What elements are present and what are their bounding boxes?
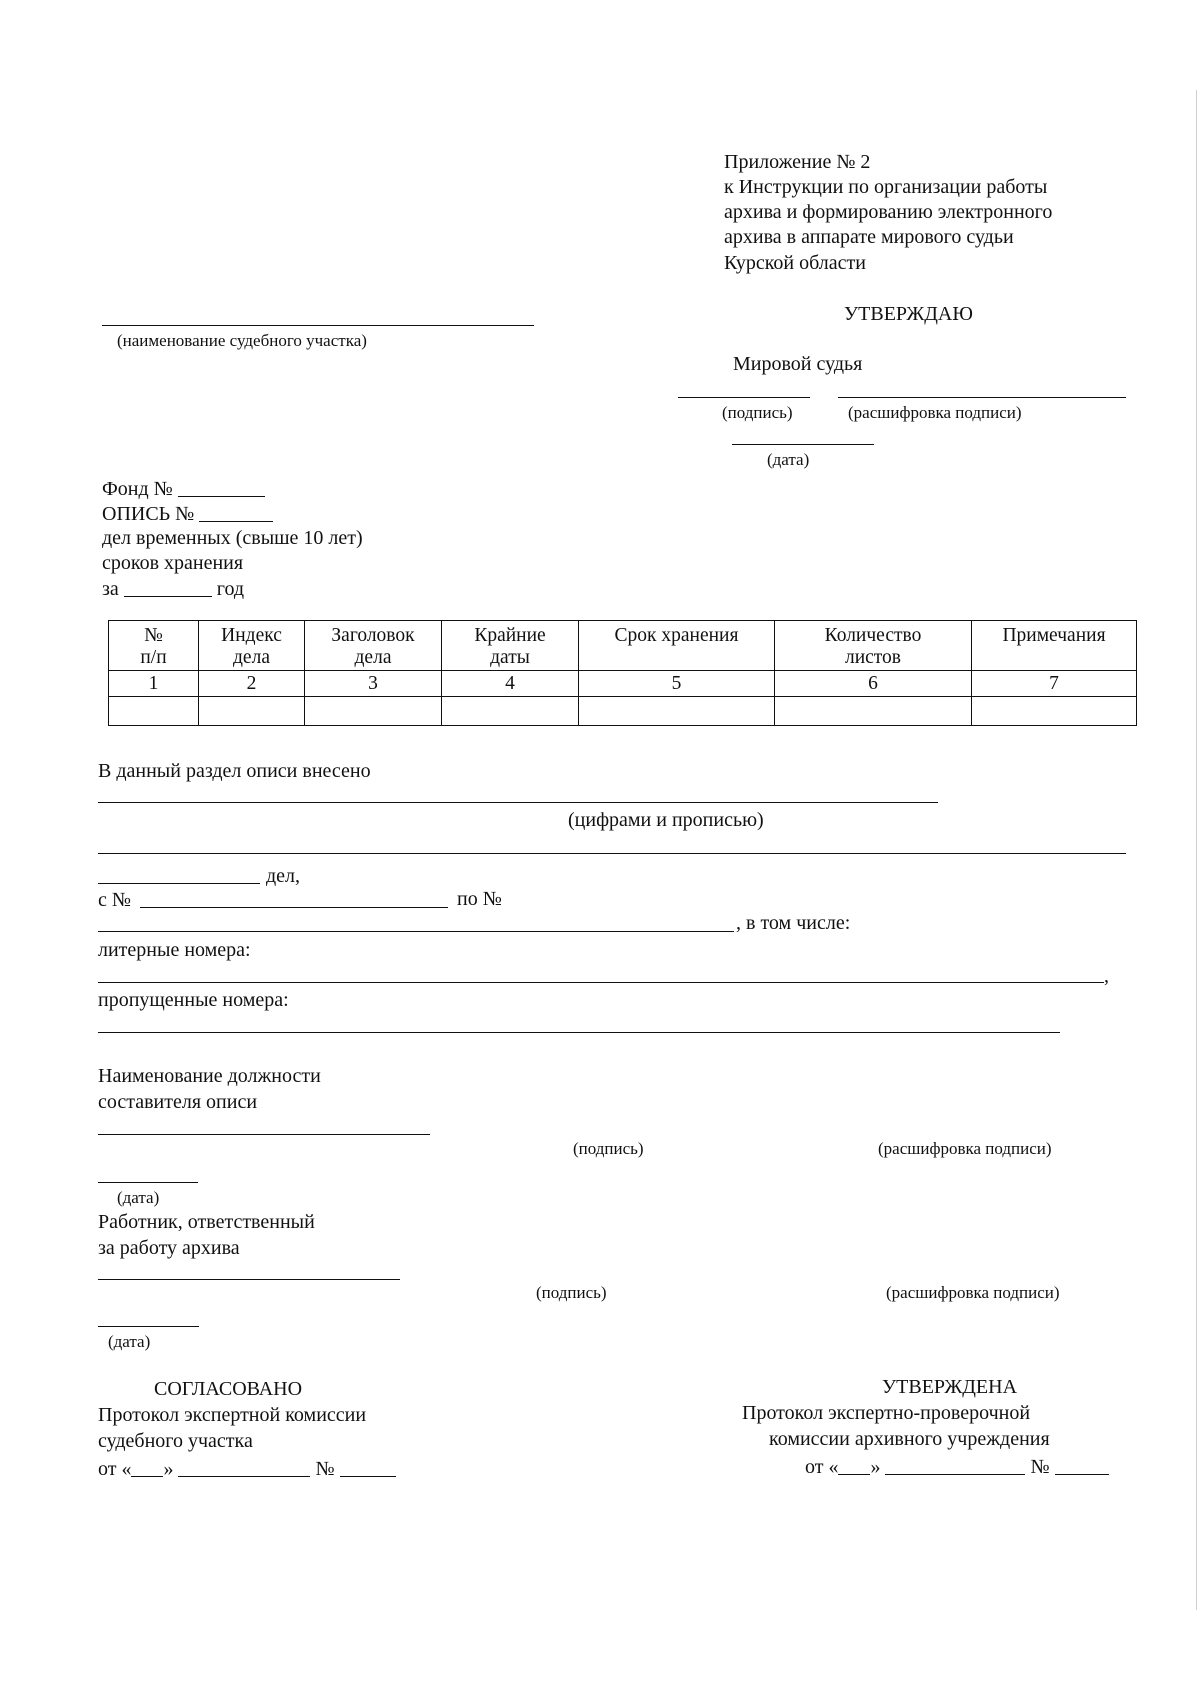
- table-header-cell: Примечания: [972, 621, 1137, 671]
- compiler-position-line: [98, 1134, 430, 1135]
- court-site-line: [102, 325, 534, 326]
- approved-close-quote: »: [870, 1456, 881, 1478]
- fund-label: Фонд №: [102, 478, 173, 500]
- table-header-cell: Количество листов: [775, 621, 972, 671]
- archivist-line-1: Работник, ответственный: [98, 1211, 315, 1233]
- year-line: [102, 578, 244, 599]
- approve-signature-caption: (подпись): [722, 403, 793, 422]
- table-empty-cell: [199, 696, 305, 725]
- archivist-position-line: [98, 1279, 400, 1280]
- approved-month-year-blank: [885, 1456, 1025, 1475]
- compiler-date-caption: (дата): [117, 1188, 160, 1207]
- table-header-cell: № п/п: [109, 621, 199, 671]
- table-empty-cell: [775, 696, 972, 725]
- cases-line-2: сроков хранения: [102, 552, 244, 574]
- table-number-cell: 3: [305, 670, 442, 696]
- letter-numbers-comma: ,: [1104, 965, 1109, 987]
- archivist-decoding-caption: (расшифровка подписи): [886, 1283, 1060, 1302]
- table-empty-cell: [305, 696, 442, 725]
- table-header-cell: Заголовок дела: [305, 621, 442, 671]
- table-number-cell: 5: [579, 670, 775, 696]
- approve-heading: УТВЕРЖДАЮ: [844, 303, 973, 325]
- from-no-line: [140, 907, 448, 908]
- appendix-line-1: Приложение № 2: [724, 151, 871, 173]
- digits-caption: (цифрами и прописью): [568, 809, 764, 831]
- agreed-line-1: Протокол экспертной комиссии: [98, 1404, 367, 1426]
- agreed-line-2: судебного участка: [98, 1430, 253, 1452]
- approved-no-label: №: [1030, 1456, 1050, 1478]
- from-no-label: с №: [98, 889, 131, 911]
- approve-date-line: [732, 444, 874, 445]
- cases-line-1: дел временных (свыше 10 лет): [102, 527, 363, 549]
- fund-number-blank: [178, 478, 265, 497]
- year-label: год: [216, 578, 245, 600]
- archivist-line-2: за работу архива: [98, 1237, 240, 1259]
- approved-day-blank: [838, 1456, 870, 1475]
- year-blank: [124, 578, 212, 597]
- archivist-date-line: [98, 1326, 199, 1327]
- inventory-line: [102, 503, 273, 524]
- compiler-signature-caption: (подпись): [573, 1139, 644, 1158]
- table-empty-cell: [972, 696, 1137, 725]
- agreed-day-blank: [131, 1458, 163, 1477]
- letter-numbers-label: литерные номера:: [98, 939, 251, 961]
- agreed-heading: СОГЛАСОВАНО: [154, 1378, 303, 1400]
- appendix-line-3: архива и формированию электронного: [724, 201, 1053, 223]
- compiler-decoding-caption: (расшифровка подписи): [878, 1139, 1052, 1158]
- agreed-date-line: [98, 1458, 396, 1479]
- fund-line: [102, 478, 265, 499]
- cases-count-line: [98, 883, 260, 884]
- table-empty-row: [109, 696, 1137, 725]
- table-number-row: [109, 670, 1137, 696]
- range-line: [98, 931, 734, 932]
- table-header-cell: Срок хранения: [579, 621, 775, 671]
- missed-numbers-line: [98, 1032, 1060, 1033]
- inventory-number-blank: [199, 503, 273, 522]
- summary-entered: В данный раздел описи внесено: [98, 760, 371, 782]
- approved-line-1: Протокол экспертно-проверочной: [742, 1402, 1031, 1424]
- table-empty-cell: [109, 696, 199, 725]
- compiler-line-2: составителя описи: [98, 1091, 258, 1113]
- summary-line-1: [98, 802, 938, 803]
- table-header-cell: Индекс дела: [199, 621, 305, 671]
- agreed-from-label: от «: [98, 1458, 132, 1480]
- appendix-line-2: к Инструкции по организации работы: [724, 176, 1048, 198]
- to-no-label: по №: [457, 888, 502, 910]
- summary-line-2: [98, 853, 1126, 854]
- agreed-month-year-blank: [178, 1458, 310, 1477]
- approve-decoding-caption: (расшифровка подписи): [848, 403, 1022, 422]
- archivist-signature-caption: (подпись): [536, 1283, 607, 1302]
- for-label: за: [102, 578, 119, 600]
- cases-word: дел,: [266, 865, 301, 887]
- appendix-line-4: архива в аппарате мирового судьи: [724, 226, 1014, 248]
- approve-date-caption: (дата): [767, 450, 810, 469]
- table-number-cell: 2: [199, 670, 305, 696]
- table-header-cell: Крайние даты: [442, 621, 579, 671]
- approved-from-label: от «: [805, 1456, 839, 1478]
- approved-date-line: [805, 1456, 1109, 1477]
- approved-heading: УТВЕРЖДЕНА: [882, 1376, 1018, 1398]
- table-number-cell: 1: [109, 670, 199, 696]
- approved-number-blank: [1055, 1456, 1109, 1475]
- compiler-date-line: [98, 1182, 198, 1183]
- approve-position: Мировой судья: [733, 353, 863, 375]
- compiler-line-1: Наименование должности: [98, 1065, 321, 1087]
- approve-decoding-line: [838, 397, 1126, 398]
- archivist-date-caption: (дата): [108, 1332, 151, 1351]
- table-empty-cell: [442, 696, 579, 725]
- table-number-cell: 6: [775, 670, 972, 696]
- inventory-label: ОПИСЬ №: [102, 503, 195, 525]
- table-empty-cell: [579, 696, 775, 725]
- missed-numbers-label: пропущенные номера:: [98, 989, 289, 1011]
- agreed-no-label: №: [315, 1458, 335, 1480]
- inventory-table: [108, 620, 1137, 726]
- letter-numbers-line: [98, 982, 1104, 983]
- table-number-cell: 7: [972, 670, 1137, 696]
- approved-line-2: комиссии архивного учреждения: [769, 1428, 1050, 1450]
- scan-edge-line: [1196, 90, 1197, 1610]
- appendix-line-5: Курской области: [724, 252, 866, 274]
- court-site-caption: (наименование судебного участка): [117, 331, 367, 350]
- table-number-cell: 4: [442, 670, 579, 696]
- including-label: , в том числе:: [736, 912, 851, 934]
- agreed-number-blank: [340, 1458, 396, 1477]
- table-header-row: [109, 621, 1137, 671]
- agreed-close-quote: »: [163, 1458, 174, 1480]
- approve-signature-line: [678, 397, 810, 398]
